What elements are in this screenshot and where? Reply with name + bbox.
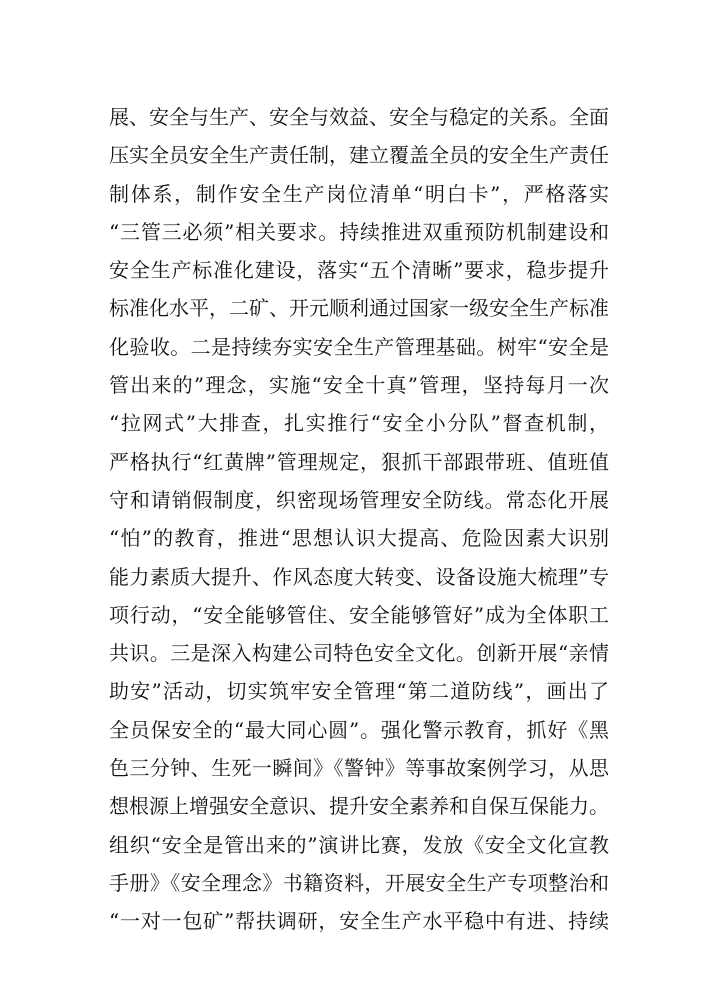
text-line: 想根源上增强安全意识、提升安全素养和自保互保能力。 [109,794,609,819]
text-line: 制体系，制作安全生产岗位清单“明白卡”，严格落实 [109,181,609,206]
text-line: 管出来的”理念，实施“安全十真”管理，坚持每月一次 [109,373,609,398]
body-paragraph [109,98,609,941]
text-line: 助安”活动，切实筑牢安全管理“第二道防线”，画出了 [109,679,609,704]
text-line: 手册》《安全理念》书籍资料，开展安全生产专项整治和 [109,870,609,895]
text-line: 色三分钟、生死一瞬间》《警钟》等事故案例学习，从思 [109,756,609,781]
text-line: 全员保安全的“最大同心圆”。强化警示教育，抓好《黑 [109,717,609,742]
text-line: 压实全员安全生产责任制，建立覆盖全员的安全生产责任 [109,143,609,168]
text-line: 化验收。二是持续夯实安全生产管理基础。树牢“安全是 [109,334,609,359]
text-line: 展、安全与生产、安全与效益、安全与稳定的关系。全面 [109,105,609,129]
text-line: 严格执行“红黄牌”管理规定，狠抓干部跟带班、值班值 [109,449,609,474]
text-line: 标准化水平，二矿、开元顺利通过国家一级安全生产标准 [109,296,609,321]
text-line: 能力素质大提升、作风态度大转变、设备设施大梳理”专 [109,564,609,589]
text-line: “三管三必须”相关要求。持续推进双重预防机制建设和 [109,219,609,244]
text-line: 守和请销假制度，织密现场管理安全防线。常态化开展 [109,487,609,512]
text-line: “怕”的教育，推进“思想认识大提高、危险因素大识别 [109,526,609,551]
text-line: “拉网式”大排查，扎实推行“安全小分队”督查机制， [109,411,609,436]
text-line: “一对一包矿”帮扶调研，安全生产水平稳中有进、持续 [109,909,609,934]
text-line: 共识。三是深入构建公司特色安全文化。创新开展“亲情 [109,641,609,666]
text-line: 安全生产标准化建设，落实“五个清晰”要求，稳步提升 [109,258,609,283]
text-line: 组织“安全是管出来的”演讲比赛，发放《安全文化宣教 [109,832,609,857]
text-line: 项行动，“安全能够管住、安全能够管好”成为全体职工 [109,602,609,627]
